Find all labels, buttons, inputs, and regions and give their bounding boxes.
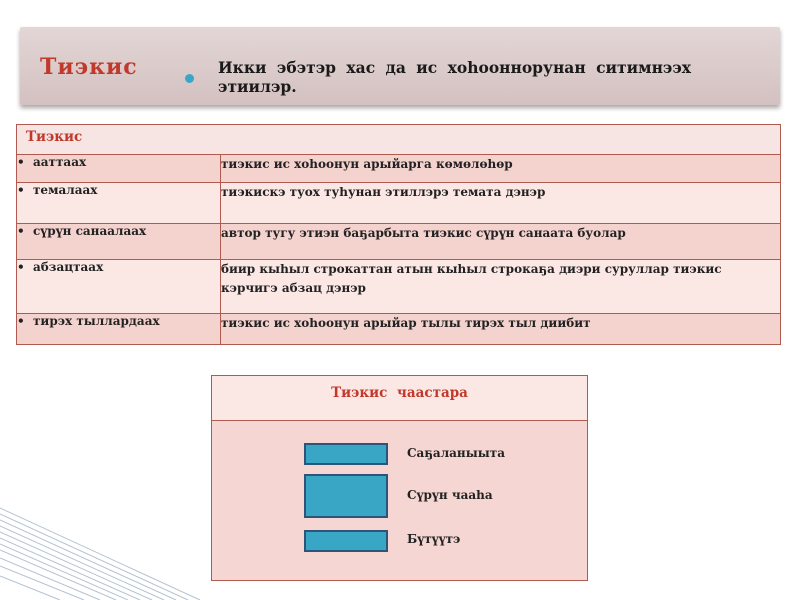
term-label: абзацтаах xyxy=(33,260,104,274)
term-label: темалаах xyxy=(33,183,98,197)
table-cell-desc: тиэкискэ туох туһунан этиллэрэ темата дэнэр xyxy=(221,183,781,224)
main-part-label: Сүрүн чааһа xyxy=(407,488,493,502)
table-cell-term xyxy=(17,155,221,183)
bullet-icon: • xyxy=(17,260,25,274)
table-cell-term xyxy=(17,260,221,314)
term-label: сүрүн санаалаах xyxy=(33,224,147,238)
table-row xyxy=(17,260,781,314)
table-heading: Тиэкис xyxy=(17,125,781,155)
text-parts-panel xyxy=(211,375,588,581)
bullet-icon: • xyxy=(17,314,25,328)
bullet-icon: • xyxy=(17,224,25,238)
ending-label: Бүтүүтэ xyxy=(407,532,461,546)
term-label: тирэх тыллардаах xyxy=(33,314,160,328)
table-cell-desc: биир кыһыл строкаттан атын кыһыл строкаҕа диэри суруллар тиэкис кэрчигэ абзац дэнэр xyxy=(221,260,781,314)
table-cell-desc: автор тугу этиэн баҕарбыта тиэкис сүрүн санаата буолар xyxy=(221,224,781,260)
main-part-block xyxy=(304,474,388,518)
bullet-icon: • xyxy=(17,183,25,197)
features-table xyxy=(16,124,781,345)
table-cell-desc: тиэкис ис хоһоонун арыйарга көмөлөһөр xyxy=(221,155,781,183)
term-label: ааттаах xyxy=(33,155,87,169)
header-definition: Икки эбэтэр хас да ис хоһооннорунан ситимнээх этиилэр. xyxy=(218,58,692,96)
table-cell-term xyxy=(17,314,221,345)
bullet-dot-icon xyxy=(185,74,194,83)
ending-block xyxy=(304,530,388,552)
beginning-block xyxy=(304,443,388,465)
header-banner xyxy=(20,27,780,105)
table-row xyxy=(17,314,781,345)
beginning-label: Саҕаланыыта xyxy=(407,446,505,460)
table-row xyxy=(17,183,781,224)
table-row xyxy=(17,155,781,183)
table-row xyxy=(17,224,781,260)
table-cell-term xyxy=(17,183,221,224)
table-cell-term xyxy=(17,224,221,260)
table-header-row xyxy=(17,125,781,155)
bullet-icon: • xyxy=(17,155,25,169)
parts-title: Тиэкис чаастара xyxy=(212,376,587,421)
table-cell-desc: тиэкис ис хоһоонун арыйар тылы тирэх тыл диибит xyxy=(221,314,781,345)
header-title: Тиэкис xyxy=(40,54,138,80)
